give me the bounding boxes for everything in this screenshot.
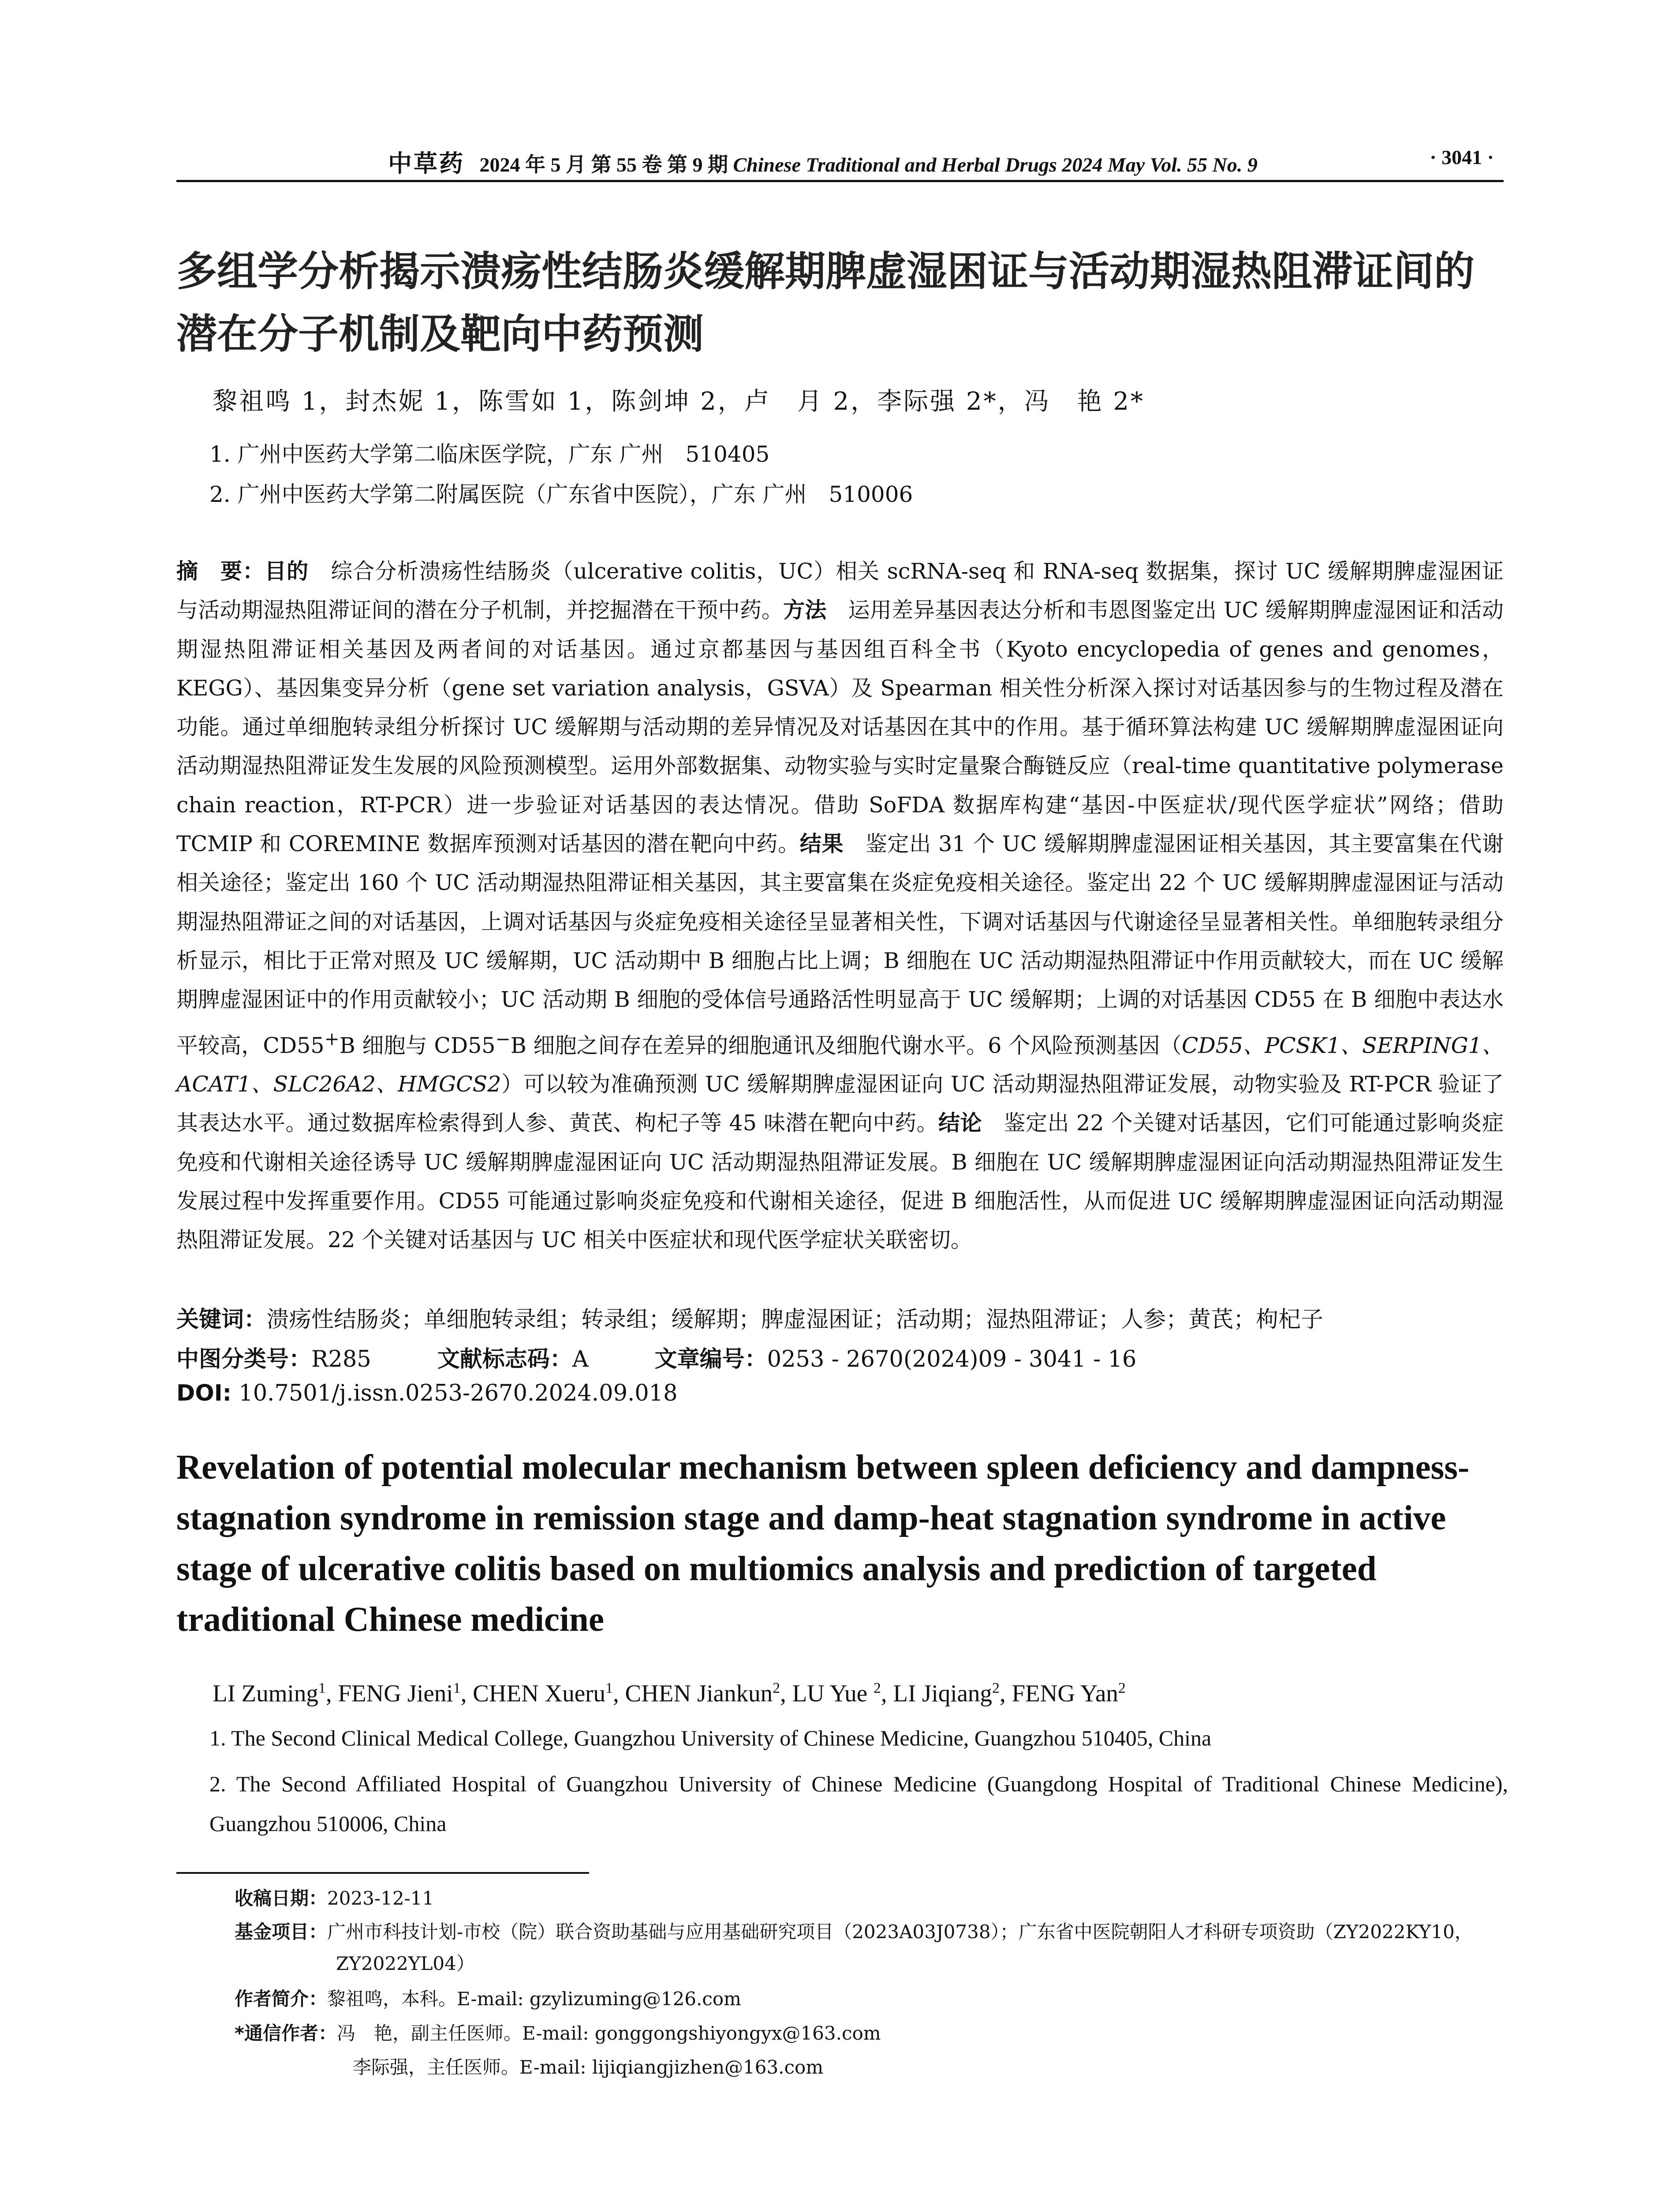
keywords-label: 关键词： [176, 1307, 267, 1333]
author-affiliation-mark: 1 [453, 1680, 461, 1697]
author-affiliation-mark: 2 [992, 1680, 1000, 1697]
keywords [176, 1301, 1323, 1334]
author-affiliation-mark: 2 [1118, 1680, 1126, 1697]
footnote-corresponding [235, 2019, 881, 2045]
conclusion-label: 结论 [938, 1110, 982, 1136]
author-en: FENG Yan [1012, 1680, 1118, 1707]
clc-label: 中图分类号： [176, 1346, 312, 1372]
objective-text: 综合分析溃疡性结肠炎（ulcerative colitis，UC）相关 scRNA-seq 和 RNA-seq 数据集，探讨 UC 缓解期脾虚湿困证与活动期湿热阻滞证间的潜在分子机制，并挖掘潜在干预中药。 [176, 559, 1504, 623]
bio-label: 作者简介： [235, 1988, 328, 2010]
journal-info [388, 145, 1258, 179]
footnote-received [235, 1884, 434, 1910]
author-en: LU Yue [792, 1680, 868, 1707]
doc-code-value: A [572, 1346, 589, 1372]
results-label: 结果 [799, 831, 844, 857]
article-number-value: 0253 - 2670(2024)09 - 3041 - 16 [767, 1346, 1137, 1372]
results-text-1: 鉴定出 31 个 UC 缓解期脾虚湿困证相关基因，其主要富集在代谢相关途径；鉴定出 160 个 UC 活动期湿热阻滞证相关基因，其主要富集在炎症免疫相关途径。鉴定出 22 个 UC 缓解期脾虚湿困证与活动期湿热阻滞证之间的对话基因，上调对话基因与炎症免疫相关途径呈显著相关性，下调对话基因与代谢途径呈显著相关性。单细胞转录组分析显示，相比于正常对照及 UC 缓解期，UC 活动期中 B 细胞占比上调；B 细胞在 UC 活动期湿热阻滞证中作用贡献较大，而在 UC 缓解期脾虚湿困证中的作用贡献较小；UC 活动期 B 细胞的受体信号通路活性明显高于 UC 缓解期；上调的对话基因 CD55 在 B 细胞中表达水平较高，CD55 [176, 831, 1504, 1058]
title-cn-line2: 潜在分子机制及靶向中药预测 [176, 310, 704, 358]
title-cn [176, 240, 1517, 366]
doi-line [176, 1380, 678, 1406]
corr-text-1: 冯 艳，副主任医师。E-mail: gonggongshiyongyx@163.com [336, 2022, 881, 2044]
results-text-4: ）可以较为准确预测 UC 缓解期脾虚湿困证向 UC 活动期湿热阻滞证发展，动物实验及 RT-PCR 验证了其表达水平。通过数据库检索得到人参、黄芪、枸杞子等 45 味潜在靶向中药。 [176, 1072, 1504, 1136]
risk-genes: CD55、PCSK1、SERPING1、ACAT1、SLC26A2、HMGCS2 [176, 1032, 1504, 1097]
affiliation-en-2: 2. The Second Affiliated Hospital of Guangzhou University of Chinese Medicine (Guangdong Hospital of Traditional Chinese Medicine), Guangzhou 510006, China [209, 1771, 1508, 1836]
received-label: 收稿日期： [235, 1887, 328, 1909]
author-en: LI Jiqiang [893, 1680, 992, 1707]
results-sup-minus: − [495, 1028, 511, 1050]
doi-value: 10.7501/j.issn.0253-2670.2024.09.018 [239, 1380, 678, 1406]
issue-en: Chinese Traditional and Herbal Drugs 2024 May Vol. 55 No. 9 [733, 153, 1258, 176]
running-header [176, 140, 1504, 182]
issue-cn: 2024 年 5 月 第 55 卷 第 9 期 [479, 153, 728, 176]
affiliation-en-1: 1. The Second Clinical Medical College, Guangzhou University of Chinese Medicine, Guangzhou 510405, China [209, 1726, 1212, 1750]
results-sup-plus: + [324, 1028, 340, 1050]
methods-label: 方法 [783, 598, 827, 623]
footnote-fund-cont: ZY2022YL04） [336, 1953, 475, 1974]
page-number: · 3041 · [1430, 146, 1494, 168]
footnote-corresponding-2: 李际强，主任医师。E-mail: lijiqiangjizhen@163.com [353, 2056, 824, 2078]
author-affiliation-mark: 1 [605, 1680, 613, 1697]
title-cn-line1: 多组学分析揭示溃疡性结肠炎缓解期脾虚湿困证与活动期湿热阻滞证间的 [176, 248, 1475, 295]
bio-text: 黎祖鸣，本科。E-mail: gzylizuming@126.com [327, 1988, 742, 2010]
footnote-divider [176, 1872, 589, 1874]
abstract-cn [176, 552, 1504, 1260]
author-affiliation-mark: 2 [773, 1680, 780, 1697]
classification-line [176, 1341, 1136, 1373]
fund-text: 广州市科技计划-市校（院）联合资助基础与应用基础研究项目（2023A03J0738）；广东省中医院朝阳人才科研专项资助（ZY2022KY10， [327, 1921, 1473, 1943]
clc-value: R285 [311, 1346, 371, 1372]
doi-label: DOI: [176, 1380, 232, 1406]
authors-cn: 黎祖鸣 1，封杰妮 1，陈雪如 1，陈剑坤 2，卢 月 2，李际强 2*，冯 艳 2* [213, 387, 1145, 416]
footnote-bio [235, 1984, 741, 2011]
keywords-text: 溃疡性结肠炎；单细胞转录组；转录组；缓解期；脾虚湿困证；活动期；湿热阻滞证；人参；黄芪；枸杞子 [266, 1307, 1324, 1333]
results-text-3: B 细胞之间存在差异的细胞通讯及细胞代谢水平。6 个风险预测基因（ [510, 1032, 1182, 1058]
journal-name-cn: 中草药 [388, 149, 465, 177]
doc-code-label: 文献标志码： [437, 1346, 572, 1372]
author-affiliation-mark: 2 [873, 1680, 881, 1697]
author-affiliation-mark: 1 [318, 1680, 326, 1697]
objective-label: 目的 [265, 559, 309, 584]
article-number-label: 文章编号： [654, 1346, 767, 1372]
methods-text: 运用差异基因表达分析和韦恩图鉴定出 UC 缓解期脾虚湿困证和活动期湿热阻滞证相关基因及两者间的对话基因。通过京都基因与基因组百科全书（Kyoto encyclopedia of genes and genomes，KEGG）、基因集变异分析（gene set variation analysis，GSVA）及 Spearman 相关性分析深入探讨对话基因参与的生物过程及潜在功能。通过单细胞转录组分析探讨 UC 缓解期与活动期的差异情况及对话基因在其中的作用。基于循环算法构建 UC 缓解期脾虚湿困证向活动期湿热阻滞证发生发展的风险预测模型。运用外部数据集、动物实验与实时定量聚合酶链反应（real-time quantitative polymerase chain reaction，RT-PCR）进一步验证对话基因的表达情况。借助 SoFDA 数据库构建“基因-中医症状/现代医学症状”网络；借助 TCMIP 和 COREMINE 数据库预测对话基因的潜在靶向中药。 [176, 598, 1504, 857]
author-en: LI Zuming [213, 1680, 318, 1707]
author-en: CHEN Xueru [473, 1680, 605, 1707]
abstract-label: 摘 要： [176, 559, 265, 584]
affiliation-cn-2: 2. 广州中医药大学第二附属医院（广东省中医院），广东 广州 510006 [209, 482, 913, 507]
conclusion-text: 鉴定出 22 个关键对话基因，它们可能通过影响炎症免疫和代谢相关途径诱导 UC 缓解期脾虚湿困证向 UC 活动期湿热阻滞证发展。B 细胞在 UC 缓解期脾虚湿困证向活动期湿热阻滞证发生发展过程中发挥重要作用。CD55 可能通过影响炎症免疫和代谢相关途径，促进 B 细胞活性，从而促进 UC 缓解期脾虚湿困证向活动期湿热阻滞证发展。22 个关键对话基因与 UC 相关中医症状和现代医学症状关联密切。 [176, 1110, 1504, 1253]
author-en: CHEN Jiankun [625, 1680, 773, 1707]
affiliation-cn-1: 1. 广州中医药大学第二临床医学院，广东 广州 510405 [209, 441, 770, 467]
author-en: FENG Jieni [338, 1680, 453, 1707]
authors-en: LI Zuming$^1$, FENG Jieni$^1$, CHEN Xueru$^1$, CHEN Jiankun$^2$, LU Yue $^2$, LI Jiqiang$^2$, FENG Yan$^2$ [213, 1680, 1126, 1707]
fund-label: 基金项目： [235, 1921, 328, 1943]
corr-label: *通信作者： [235, 2022, 337, 2044]
title-en: Revelation of potential molecular mechanism between spleen deficiency and dampness-stagnation syndrome in remission stage and damp-heat stagnation syndrome in active stage of ulcerative colitis based on multiomics analysis and prediction of targeted traditional Chinese medicine [176, 1448, 1470, 1639]
received-date: 2023-12-11 [327, 1887, 434, 1909]
results-text-2: B 细胞与 CD55 [339, 1032, 496, 1058]
footnote-fund [235, 1917, 1473, 1944]
